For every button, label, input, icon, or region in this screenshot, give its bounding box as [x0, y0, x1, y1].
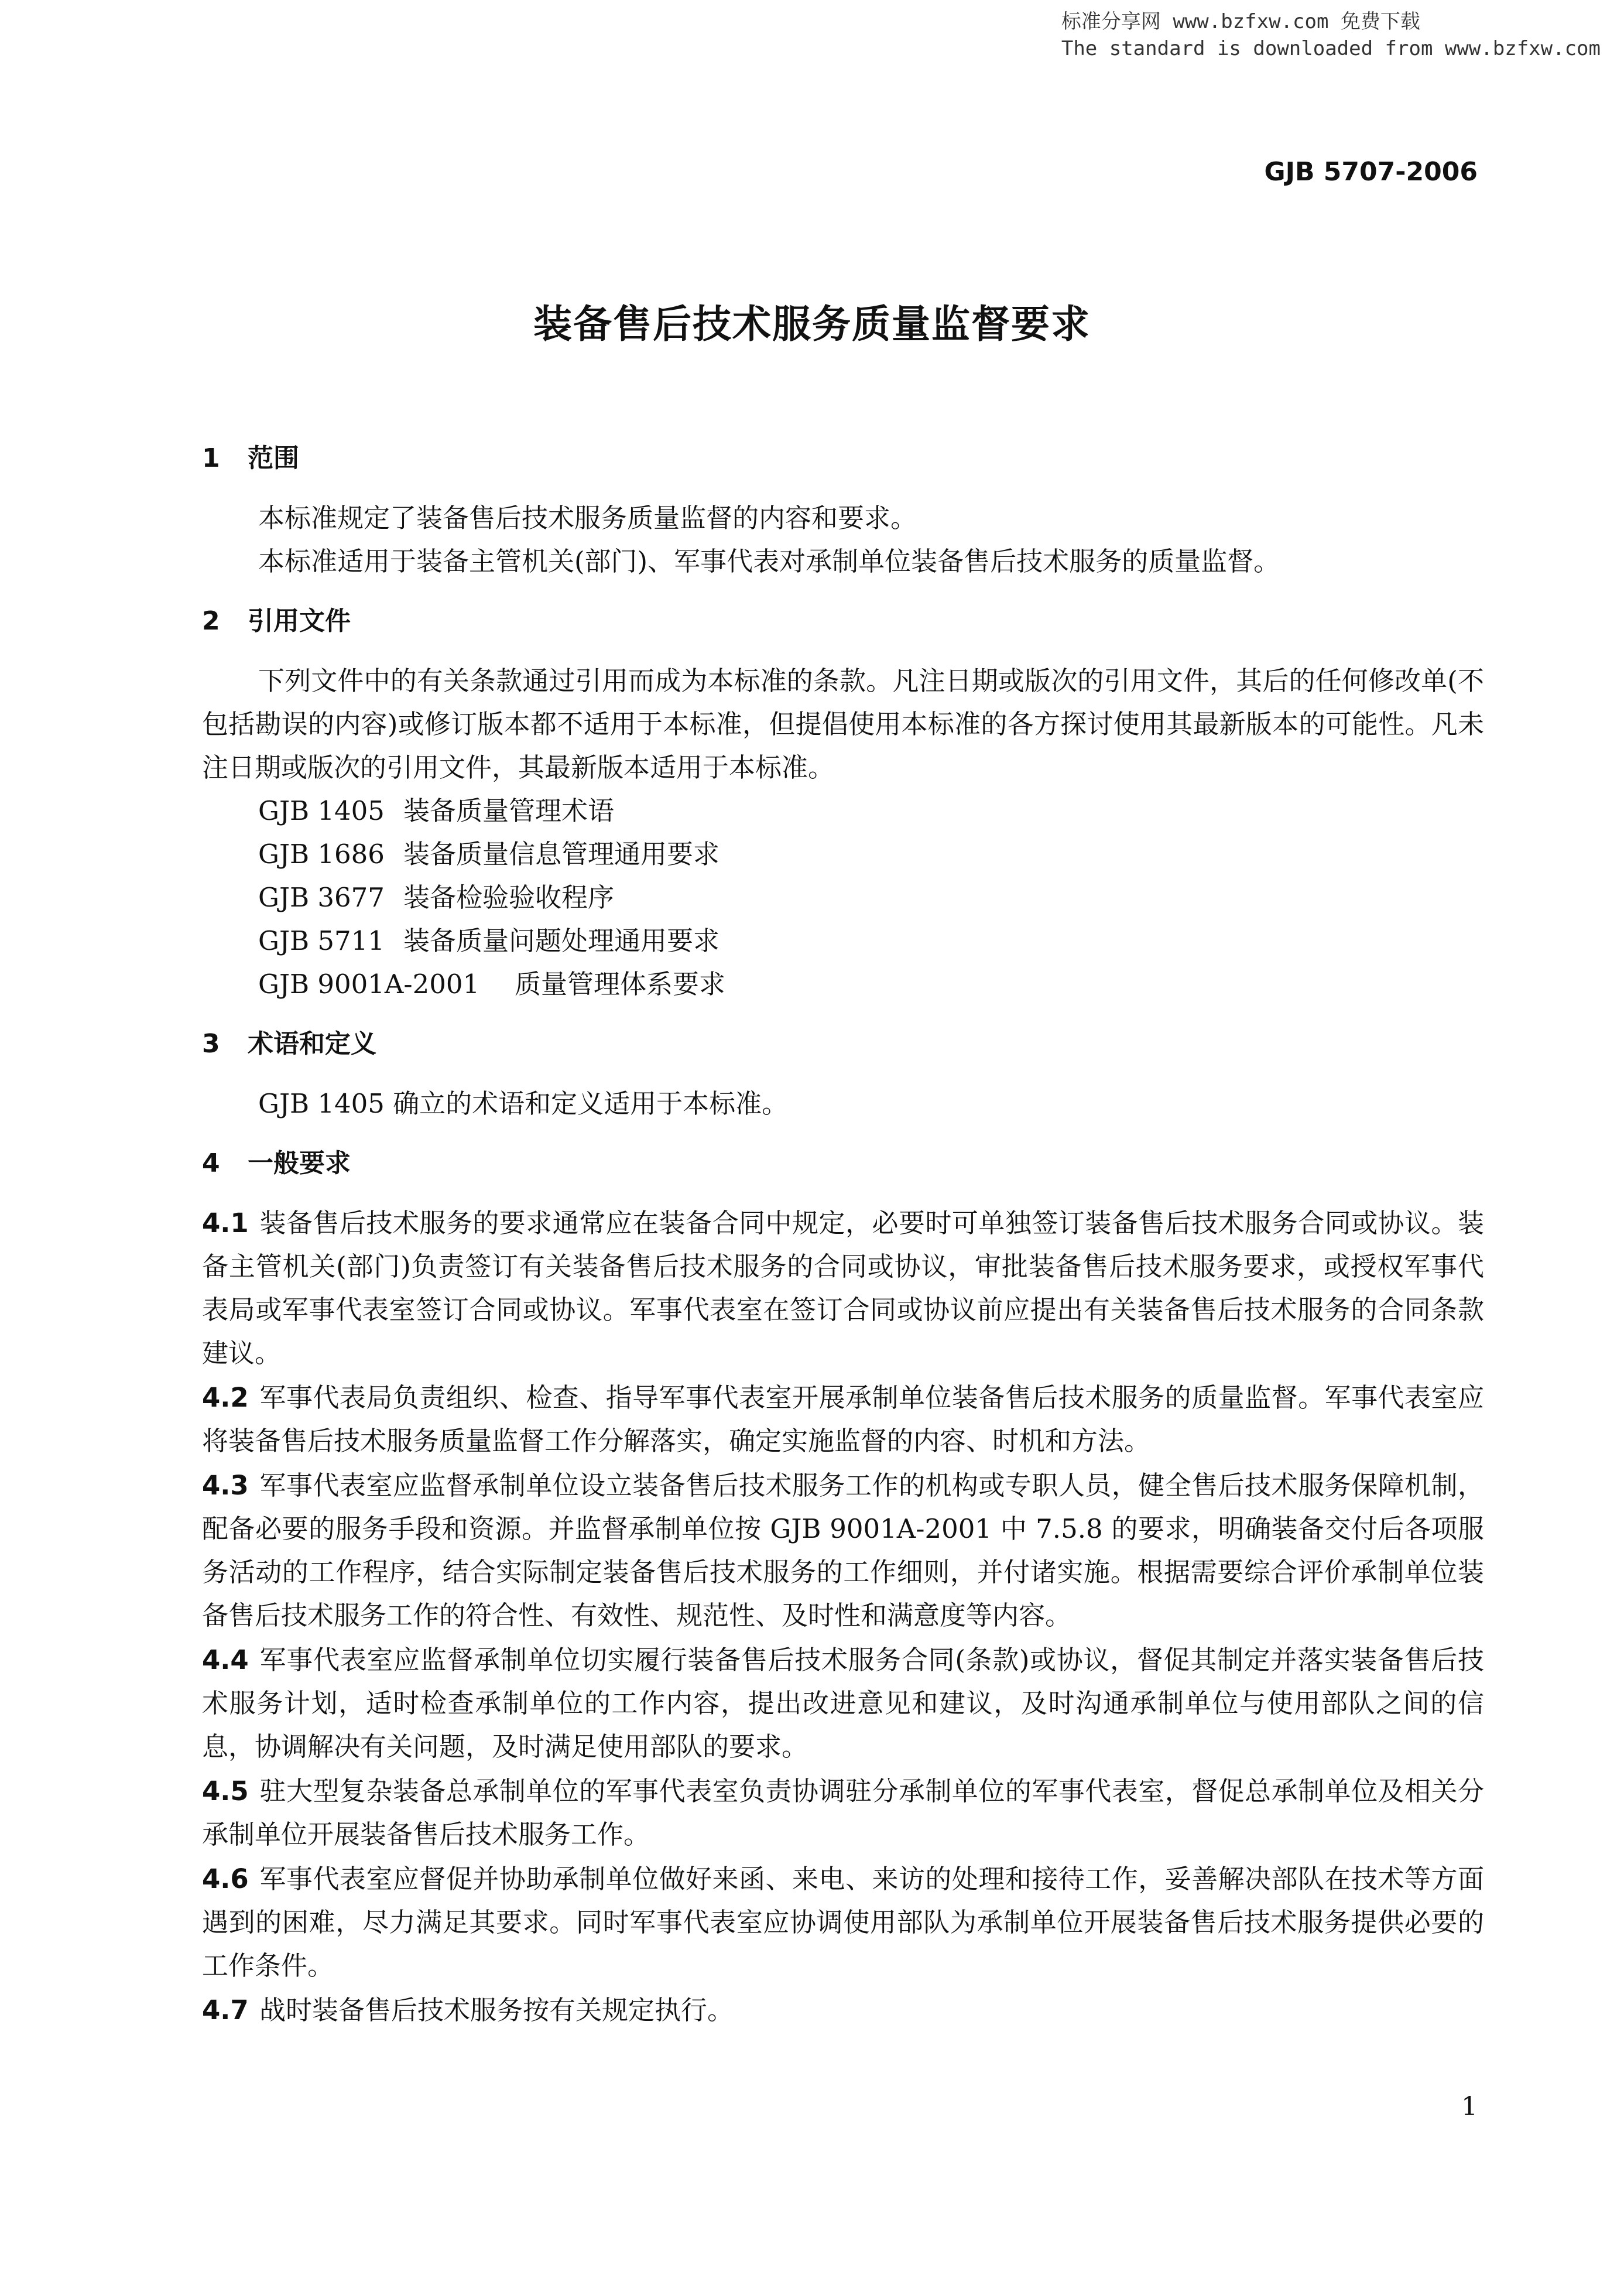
clause-4-3 — [202, 1464, 1484, 1637]
clause-number: 4.1 — [202, 1208, 249, 1239]
section-heading-terms — [202, 1022, 1484, 1066]
reference-item — [202, 833, 1484, 876]
reference-code: GJB 5711 — [258, 925, 385, 956]
section-number: 2 — [202, 606, 220, 636]
reference-title: 装备质量信息管理通用要求 — [403, 839, 720, 870]
section-number: 1 — [202, 443, 220, 473]
clause-text: 战时装备售后技术服务按有关规定执行。 — [259, 1995, 734, 2026]
reference-title: 装备质量管理术语 — [403, 795, 615, 826]
clause-text: 军事代表局负责组织、检查、指导军事代表室开展承制单位装备售后技术服务的质量监督。军事代表室应将装备售后技术服务质量监督工作分解落实，确定实施监督的内容、时机和方法。 — [202, 1382, 1484, 1456]
clause-4-2 — [202, 1376, 1484, 1463]
section-heading-references — [202, 600, 1484, 643]
clause-number: 4.6 — [202, 1863, 249, 1894]
document-number: GJB 5707-2006 — [1264, 157, 1478, 187]
scope-paragraph-2: 本标准适用于装备主管机关(部门)、军事代表对承制单位装备售后技术服务的质量监督。 — [258, 546, 1280, 577]
clause-number: 4.7 — [202, 1995, 249, 2026]
document-body — [202, 433, 1484, 2033]
reference-title: 装备质量问题处理通用要求 — [403, 925, 720, 956]
watermark-line-1: 标准分享网 www.bzfxw.com 免费下载 — [1061, 10, 1420, 33]
section-title: 引用文件 — [248, 606, 351, 636]
reference-code: GJB 1686 — [258, 839, 385, 870]
page-number: 1 — [1461, 2092, 1478, 2122]
reference-code: GJB 1405 — [258, 795, 385, 826]
section-number: 4 — [202, 1148, 220, 1178]
clause-number: 4.5 — [202, 1776, 249, 1807]
watermark-line-2: The standard is downloaded from www.bzfxw.com — [1061, 37, 1601, 60]
section-heading-general-requirements — [202, 1142, 1484, 1185]
reference-title: 装备检验验收程序 — [403, 882, 615, 913]
clause-4-6 — [202, 1858, 1484, 1988]
watermark — [1061, 8, 1601, 62]
clause-4-1 — [202, 1202, 1484, 1375]
clause-number: 4.3 — [202, 1470, 249, 1501]
section-title: 一般要求 — [248, 1148, 351, 1178]
clause-text: 军事代表室应督促并协助承制单位做好来函、来电、来访的处理和接待工作，妥善解决部队在技术等方面遇到的困难，尽力满足其要求。同时军事代表室应协调使用部队为承制单位开展装备售后技术服务提供必要的工作条件。 — [202, 1863, 1484, 1981]
clause-4-4 — [202, 1639, 1484, 1769]
document-title: 装备售后技术服务质量监督要求 — [533, 302, 1091, 347]
clause-4-5 — [202, 1770, 1484, 1856]
reference-title: 质量管理体系要求 — [515, 969, 726, 1000]
reference-code: GJB 3677 — [258, 882, 385, 913]
section-heading-scope — [202, 437, 1484, 480]
references-intro: 下列文件中的有关条款通过引用而成为本标准的条款。凡注日期或版次的引用文件，其后的任何修改单(不包括勘误的内容)或修订版本都不适用于本标准，但提倡使用本标准的各方探讨使用其最新版本的可能性。凡未注日期或版次的引用文件，其最新版本适用于本标准。 — [202, 665, 1484, 783]
clause-text: 驻大型复杂装备总承制单位的军事代表室负责协调驻分承制单位的军事代表室，督促总承制单位及相关分承制单位开展装备售后技术服务工作。 — [202, 1776, 1484, 1850]
reference-list — [202, 789, 1484, 1006]
section-number: 3 — [202, 1029, 220, 1059]
reference-item — [202, 919, 1484, 963]
section-title: 术语和定义 — [248, 1029, 376, 1059]
clause-text: 军事代表室应监督承制单位设立装备售后技术服务工作的机构或专职人员，健全售后技术服务保障机制，配备必要的服务手段和资源。并监督承制单位按 GJB 9001A-2001 中 7.5.8 的要求，明确装备交付后各项服务活动的工作程序，结合实际制定装备售后技术服务的工作细则，并付诸实施。根据需要综合评价承制单位装备售后技术服务工作的符合性、有效性、规范性、及时性和满意度等内容。 — [202, 1470, 1484, 1631]
reference-code: GJB 9001A-2001 — [258, 969, 480, 1000]
clause-number: 4.2 — [202, 1382, 249, 1413]
reference-item — [202, 789, 1484, 833]
section-title: 范围 — [248, 443, 299, 473]
clause-text: 装备售后技术服务的要求通常应在装备合同中规定，必要时可单独签订装备售后技术服务合同或协议。装备主管机关(部门)负责签订有关装备售后技术服务的合同或协议，审批装备售后技术服务要求，或授权军事代表局或军事代表室签订合同或协议。军事代表室在签订合同或协议前应提出有关装备售后技术服务的合同条款建议。 — [202, 1208, 1484, 1369]
terms-paragraph: GJB 1405 确立的术语和定义适用于本标准。 — [258, 1088, 789, 1119]
clause-4-7 — [202, 1989, 1484, 2032]
scope-paragraph-1: 本标准规定了装备售后技术服务质量监督的内容和要求。 — [258, 502, 917, 533]
reference-item — [202, 963, 1484, 1006]
reference-item — [202, 876, 1484, 919]
clause-text: 军事代表室应监督承制单位切实履行装备售后技术服务合同(条款)或协议，督促其制定并落实装备售后技术服务计划，适时检查承制单位的工作内容，提出改进意见和建议，及时沟通承制单位与使用部队之间的信息，协调解决有关问题，及时满足使用部队的要求。 — [202, 1644, 1484, 1762]
clause-number: 4.4 — [202, 1644, 249, 1675]
